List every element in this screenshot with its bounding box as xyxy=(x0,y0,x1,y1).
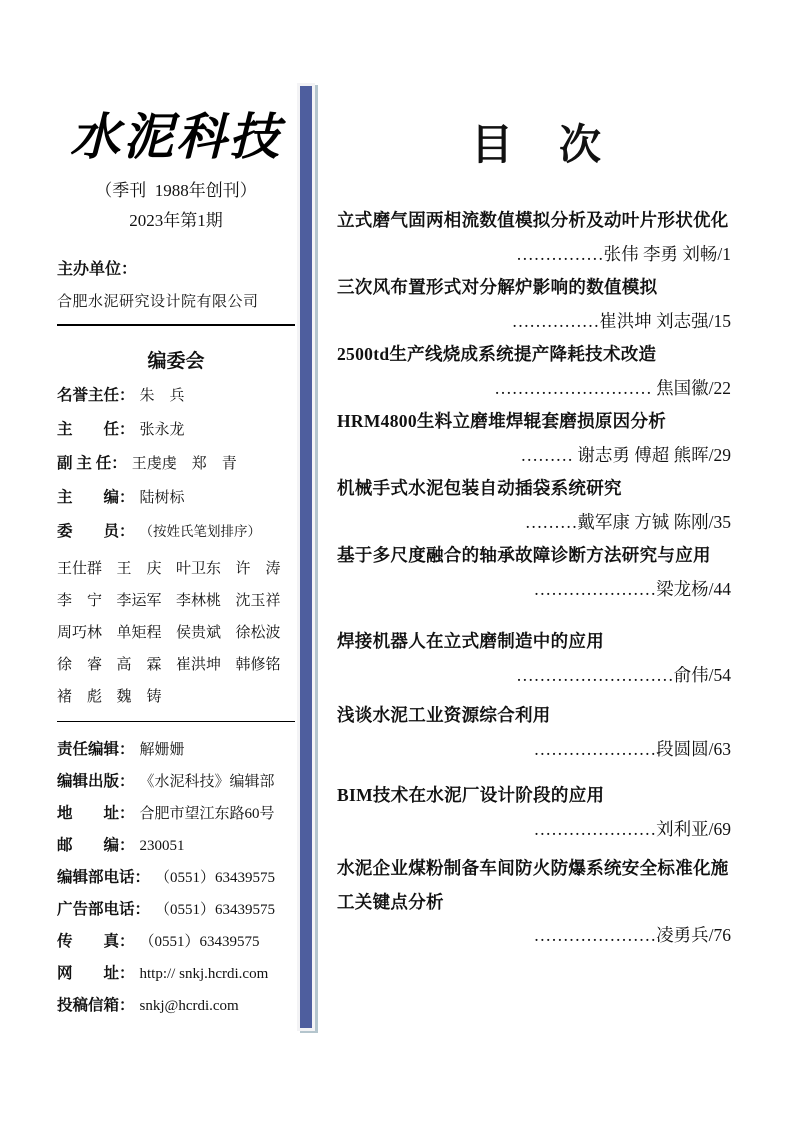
role-value: 陆树标 xyxy=(139,489,185,506)
toc-entry xyxy=(337,405,737,472)
pub-label: 地 址： xyxy=(57,804,135,822)
toc-entry-title: 三次风布置形式对分解炉影响的数值模拟 xyxy=(337,277,658,297)
member-name: 侯贵斌 xyxy=(176,624,222,641)
member-name: 叶卫东 xyxy=(176,560,222,577)
member-name: 魏 铸 xyxy=(116,688,162,705)
pub-row-editorial-phone xyxy=(57,862,295,894)
journal-subtitle: （季刊 1988年创刊） xyxy=(95,180,257,200)
organizer-label: 主办单位： xyxy=(57,260,138,278)
role-row-deputy-director xyxy=(57,453,295,475)
role-value: 张永龙 xyxy=(139,421,185,438)
role-row-director xyxy=(57,419,295,441)
pub-value: （0551）63439575 xyxy=(155,901,276,918)
pub-value: 《水泥科技》编辑部 xyxy=(139,773,275,790)
toc-entry xyxy=(337,539,737,606)
pub-row-fax xyxy=(57,926,295,958)
toc-entry-title: 水泥企业煤粉制备车间防火防爆系统安全标准化施工关键点分析 xyxy=(337,858,729,912)
toc-entry xyxy=(337,699,737,766)
pub-label: 网 址： xyxy=(57,964,135,982)
toc-entry-title: 焊接机器人在立式磨制造中的应用 xyxy=(337,631,604,651)
toc-entry-authors-page: ………………………俞伟/54 xyxy=(516,664,731,685)
publishing-info xyxy=(57,734,295,1022)
pub-row-submission-email xyxy=(57,990,295,1022)
member-name: 王仕群 xyxy=(57,560,103,577)
toc-entry-authors-page: …………………梁龙杨/44 xyxy=(533,578,731,599)
member-name: 王 庆 xyxy=(116,560,162,577)
pub-label: 编辑出版： xyxy=(57,772,135,790)
member-name: 周巧林 xyxy=(57,624,103,641)
pub-row-website xyxy=(57,958,295,990)
role-label: 主 任： xyxy=(57,420,135,438)
member-name: 徐松波 xyxy=(235,624,281,641)
pub-value: （0551）63439575 xyxy=(155,869,276,886)
member-name: 沈玉祥 xyxy=(235,592,281,609)
toc-entry-authors-page: ……………崔洪坤 刘志强/15 xyxy=(511,310,731,331)
journal-issue: 2023年第1期 xyxy=(129,210,223,230)
pub-value: 230051 xyxy=(139,837,185,854)
pub-row-publisher xyxy=(57,766,295,798)
member-name: 李运军 xyxy=(116,592,162,609)
toc-entry-authors-page: ……………张伟 李勇 刘畅/1 xyxy=(516,243,731,264)
role-label: 副 主 任： xyxy=(57,454,127,472)
member-name: 徐 睿 xyxy=(57,656,103,673)
toc-entry-title: HRM4800生料立磨堆焊辊套磨损原因分析 xyxy=(337,411,667,431)
toc-list xyxy=(337,204,737,953)
journal-title: 水泥科技 xyxy=(70,107,282,166)
vertical-divider-bar xyxy=(297,83,315,1031)
toc-entry-authors-page: …………………段圆圆/63 xyxy=(533,738,731,759)
member-name: 许 涛 xyxy=(235,560,281,577)
toc-heading: 目 次 xyxy=(470,123,603,169)
member-name: 崔洪坤 xyxy=(176,656,222,673)
role-label: 名誉主任： xyxy=(57,386,135,404)
left-column xyxy=(57,0,295,1022)
toc-entry-authors-page: ……… 谢志勇 傅超 熊晖/29 xyxy=(520,444,731,465)
committee-member-grid xyxy=(57,559,295,707)
role-value: 王虔虔 郑 青 xyxy=(131,455,237,472)
table-of-contents xyxy=(337,0,737,953)
role-label: 委 员： xyxy=(57,522,135,540)
toc-entry-title: 基于多尺度融合的轴承故障诊断方法研究与应用 xyxy=(337,545,711,565)
role-row-honorary-director xyxy=(57,385,295,407)
toc-entry xyxy=(337,204,737,271)
role-row-members xyxy=(57,521,295,542)
editorial-board-heading: 编委会 xyxy=(147,350,205,372)
toc-entry xyxy=(337,271,737,338)
member-name: 李林桃 xyxy=(176,592,222,609)
role-value: 朱 兵 xyxy=(139,387,185,404)
pub-value: http:// snkj.hcrdi.com xyxy=(139,965,269,982)
pub-value: 合肥市望江东路60号 xyxy=(139,805,275,822)
member-name: 高 霖 xyxy=(116,656,162,673)
pub-value: snkj@hcrdi.com xyxy=(139,997,239,1014)
member-name: 褚 彪 xyxy=(57,688,103,705)
pub-row-ad-phone xyxy=(57,894,295,926)
toc-entry-authors-page: ………戴军康 方铖 陈刚/35 xyxy=(524,511,731,532)
pub-row-responsible-editor xyxy=(57,734,295,766)
pub-label: 责任编辑： xyxy=(57,740,135,758)
toc-entry xyxy=(337,472,737,539)
member-name: 李 宁 xyxy=(57,592,103,609)
toc-entry-authors-page: …………………刘利亚/69 xyxy=(533,818,731,839)
member-name: 韩修铭 xyxy=(235,656,281,673)
toc-entry-title: 浅谈水泥工业资源综合利用 xyxy=(337,705,551,725)
horizontal-rule xyxy=(57,721,295,722)
pub-label: 传 真： xyxy=(57,932,135,950)
toc-entry-title: BIM技术在水泥厂设计阶段的应用 xyxy=(337,785,605,805)
toc-entry-authors-page: …………………凌勇兵/76 xyxy=(533,925,731,945)
pub-value: 解姗姗 xyxy=(139,741,185,758)
member-name: 单矩程 xyxy=(116,624,162,641)
toc-entry xyxy=(337,852,737,953)
pub-label: 编辑部电话： xyxy=(57,868,151,886)
role-value: （按姓氏笔划排序） xyxy=(139,523,262,539)
pub-row-postcode xyxy=(57,830,295,862)
horizontal-rule xyxy=(57,324,295,326)
pub-value: （0551）63439575 xyxy=(139,933,260,950)
organizer-name: 合肥水泥研究设计院有限公司 xyxy=(57,293,259,310)
pub-label: 投稿信箱： xyxy=(57,996,135,1014)
toc-entry-title: 机械手式水泥包装自动插袋系统研究 xyxy=(337,478,622,498)
toc-entry xyxy=(337,625,737,692)
toc-entry-title: 立式磨气固两相流数值模拟分析及动叶片形状优化 xyxy=(337,210,729,230)
pub-label: 广告部电话： xyxy=(57,900,151,918)
toc-entry-title: 2500td生产线烧成系统提产降耗技术改造 xyxy=(337,344,657,364)
toc-entry xyxy=(337,338,737,405)
role-row-chief-editor xyxy=(57,487,295,509)
toc-entry-authors-page: ……………………… 焦国徽/22 xyxy=(494,377,731,398)
pub-row-address xyxy=(57,798,295,830)
toc-entry xyxy=(337,779,737,846)
role-label: 主 编： xyxy=(57,488,135,506)
pub-label: 邮 编： xyxy=(57,836,135,854)
